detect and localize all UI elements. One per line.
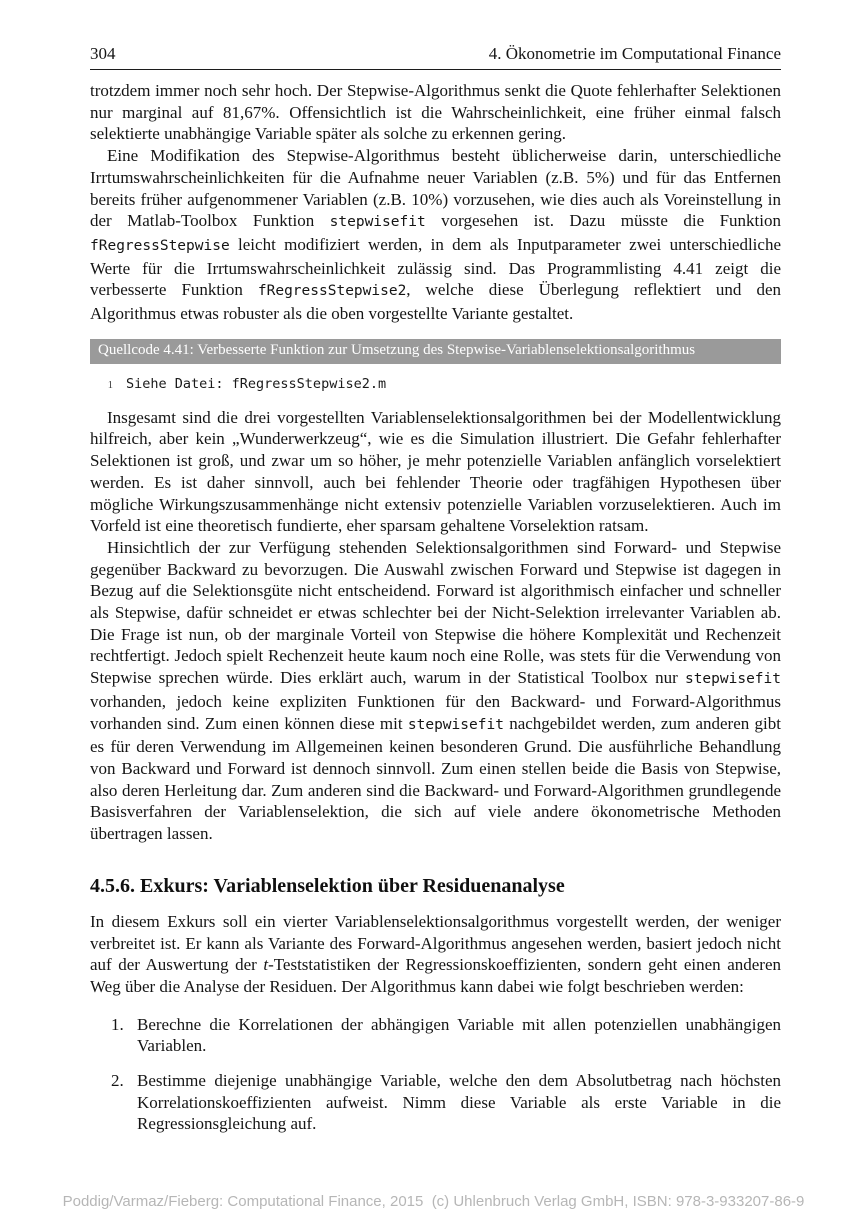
list-item xyxy=(111,1014,781,1057)
code-listing xyxy=(90,339,781,394)
page-number: 304 xyxy=(90,44,116,63)
listing-caption: Quellcode 4.41: Verbesserte Funktion zur Umsetzung des Stepwise-Variablenselektionsalgorithmus xyxy=(90,339,781,364)
list-item-number: 1. xyxy=(111,1014,124,1034)
paragraph-continuation: trotzdem immer noch sehr hoch. Der Stepwise-Algorithmus senkt die Quote fehlerhafter Selektionen nur marginal auf 81,67%. Offensichtlich ist die Wahrscheinlichkeit, eine früher einmal falsch selektierte unabhängige Variable später als solche zu erkennen gering. xyxy=(90,81,781,144)
paragraph-summary: Insgesamt sind die drei vorgestellten Variablenselektionsalgorithmen bei der Modellentwicklung hilfreich, aber kein „Wunderwerkzeug“, wie es die Simulation illustriert. Die Gefahr fehlerhafter Selektionen ist groß, und zwar um so höher, je mehr potenzielle Variablen anfänglich vorselektiert werden. Es ist daher sinnvoll, auch bei fehlender Theorie oder tragfähigen Hypothesen über mögliche Wirkungszusammenhänge nicht extensiv potenzielle Variablen vorzuselektieren. Auch im Vorfeld ist eine theoretisch fundierte, eher sparsam gehaltene Vorselektion ratsam. xyxy=(90,407,781,536)
page-header xyxy=(90,44,781,70)
code-line-number: 1 xyxy=(107,379,113,391)
list-item-text: Bestimme diejenige unabhängige Variable, welche den dem Absolutbetrag nach höchsten Korrelationskoeffizienten aufweist. Nimm diese Variable als erste Variable in die Regressionsgleichung auf. xyxy=(137,1071,781,1134)
paragraph-exkurs-intro: In diesem Exkurs soll ein vierter Variablenselektionsalgorithmus vorgestellt werden, der weniger verbreitet ist. Er kann als Variante des Forward-Algorithmus angesehen werden, basiert jedoch nicht auf der Auswertung der t-Teststatistiken der Regressionskoeffizienten, sondern geht einen anderen Weg über die Analyse der Residuen. Der Algorithmus kann dabei wie folgt beschrieben werden: xyxy=(90,911,781,996)
paragraph-modification: Eine Modifikation des Stepwise-Algorithmus besteht üblicherweise darin, unterschiedliche Irrtumswahrscheinlichkeiten für die Aufnahme neuer Variablen (z.B. 5%) und für das Entfernen bereits früher aufgenommener Variablen (z.B. 10%) vorzusehen, wie dies auch als Voreinstellung in der Matlab-Toolbox Funktion stepwisefit vorgesehen ist. Dazu müsste die Funktion fRegressStepwise leicht modifiziert werden, in dem als Inputparameter zwei unterschiedliche Werte für die Irrtumswahrscheinlichkeit zulässig sind. Das Programmlisting 4.41 zeigt die verbesserte Funktion fRegressStepwise2, welche diese Überlegung reflektiert und den Algorithmus etwas robuster als die oben vorgestellte Variante gestaltet. xyxy=(90,146,781,324)
listing-body xyxy=(90,364,781,394)
list-item-text: Berechne die Korrelationen der abhängigen Variable mit allen potenziellen unabhängigen Variablen. xyxy=(137,1014,781,1056)
algorithm-step-list xyxy=(90,1014,781,1136)
page-content xyxy=(90,44,781,1148)
list-item xyxy=(111,1070,781,1135)
paragraph-comparison: Hinsichtlich der zur Verfügung stehenden Selektionsalgorithmen sind Forward- und Stepwise gegenüber Backward zu bevorzugen. Die Auswahl zwischen Forward und Stepwise ist dagegen in Bezug auf die Selektionsgüte nicht entscheidend. Forward ist algorithmisch einfacher und schneller als Stepwise, dafür schneidet er etwas schlechter bei der Nicht-Selektion irrelevanter Variablen ab. Die Frage ist nun, ob der marginale Vorteil von Stepwise die höhere Komplexität und Rechenzeit rechtfertigt. Jedoch spielt Rechenzeit heute kaum noch eine Rolle, was stets für die Verwendung von Stepwise sprechen würde. Dies erklärt auch, warum in der Statistical Toolbox nur stepwisefit vorhanden, jedoch keine expliziten Funktionen für den Backward- und Forward-Algorithmus vorhanden sind. Zum einen können diese mit stepwisefit nachgebildet werden, zum anderen gibt es für deren Verwendung im Allgemeinen keinen besonderen Grund. Die ausführliche Behandlung von Backward und Forward ist dennoch sinnvoll. Zum einen stellen beide die Basis von Stepwise, also deren Herleitung dar. Zum anderen sind die Backward- und Forward-Algorithmen grundlegende Basisverfahren der Variablenselektion, die sich auf viele andere ökonometrische Methoden übertragen lassen. xyxy=(90,537,781,844)
code-text: Siehe Datei: fRegressStepwise2.m xyxy=(126,375,387,392)
chapter-title: 4. Ökonometrie im Computational Finance xyxy=(488,44,781,63)
copyright-footer: Poddig/Varmaz/Fieberg: Computational Finance, 2015 (c) Uhlenbruch Verlag GmbH, ISBN: 978-3-933207-86-9 xyxy=(62,1193,805,1210)
list-item-number: 2. xyxy=(111,1071,124,1091)
section-heading: 4.5.6. Exkurs: Variablenselektion über Residuenanalyse xyxy=(90,874,565,897)
